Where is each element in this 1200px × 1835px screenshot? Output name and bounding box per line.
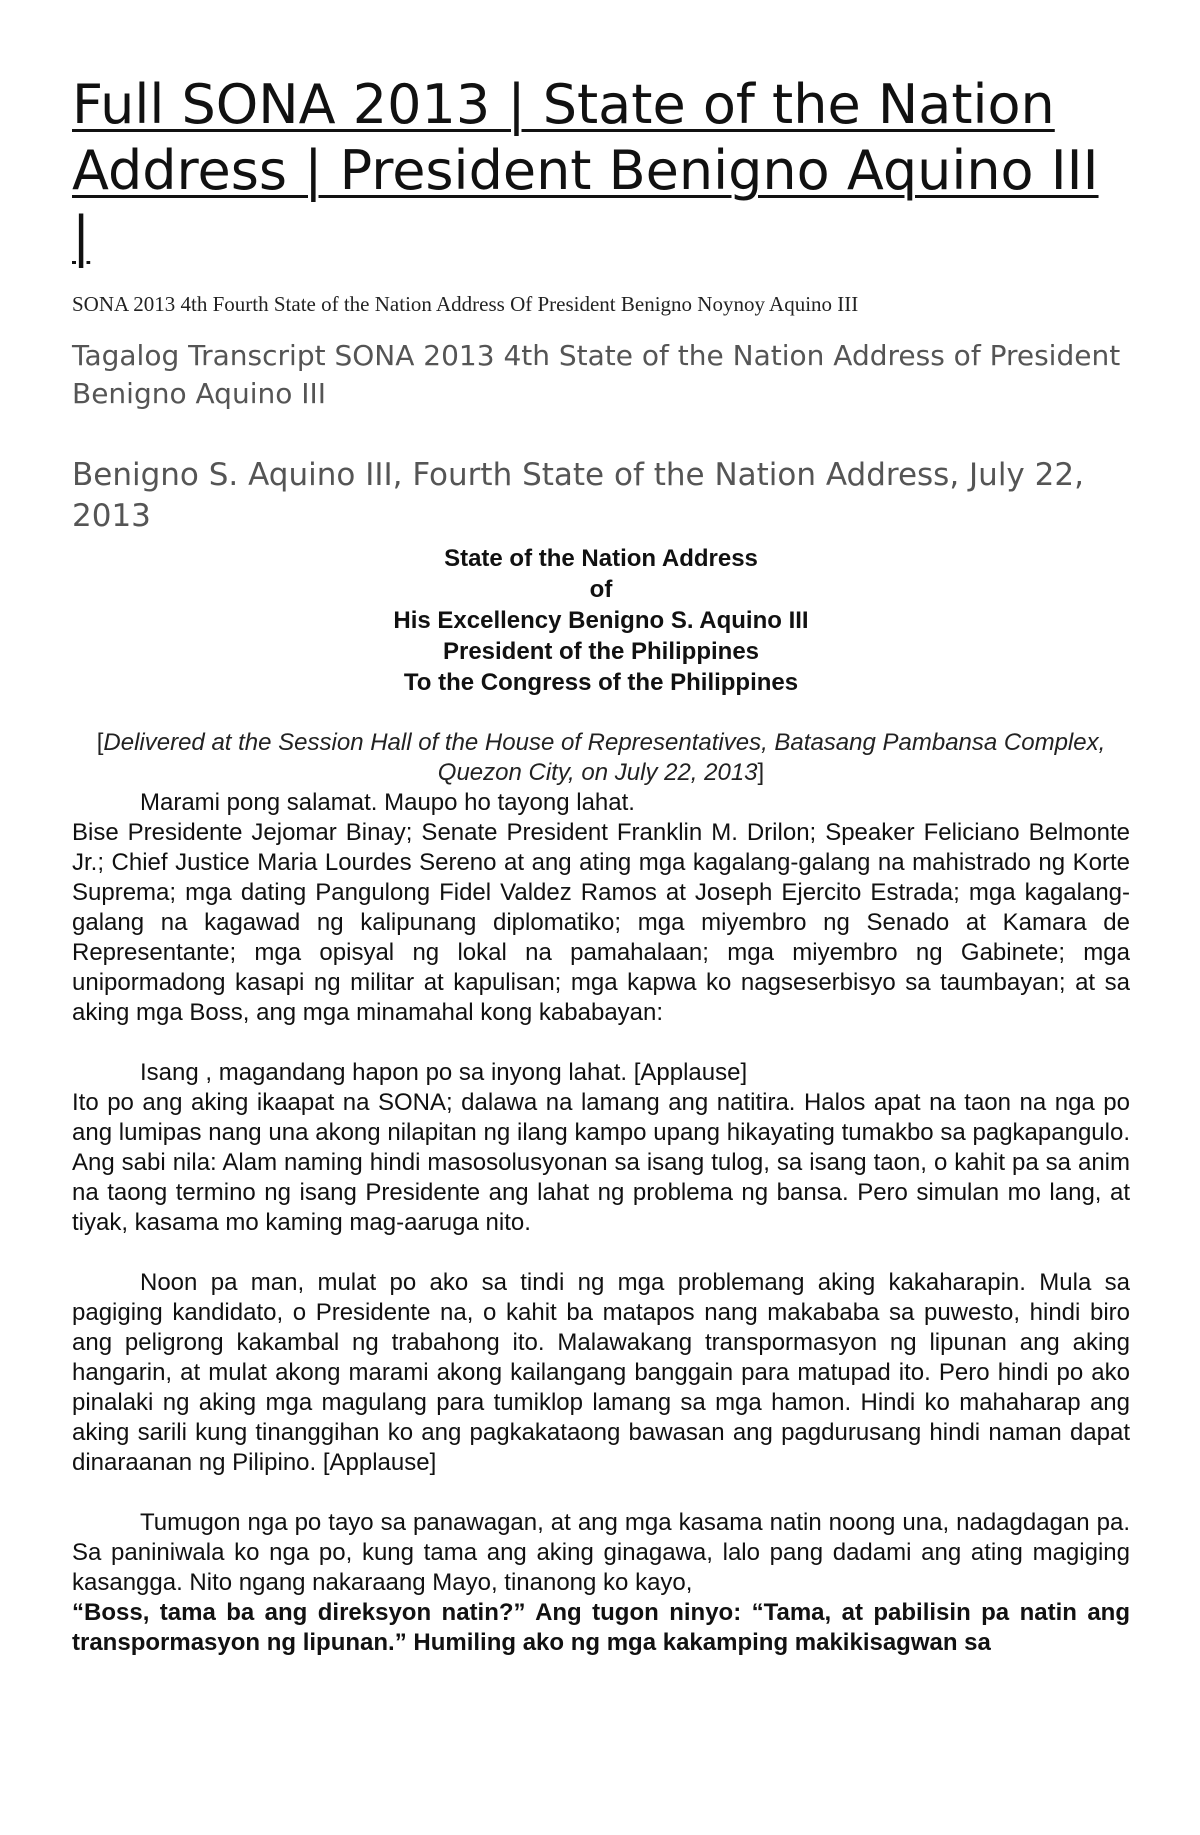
address-line: of <box>589 576 613 603</box>
speech-heading: Benigno S. Aquino III, Fourth State of the Nation Address, July 22, 2013 <box>72 457 1084 534</box>
paragraph-greeting: Marami pong salamat. Maupo ho tayong lahat. <box>140 789 635 816</box>
address-line: To the Congress of the Philippines <box>403 669 799 696</box>
paragraph-challenges: Noon pa man, mulat po ako sa tindi ng mga problemang aking kakaharapin. Mula sa pagiging kandidato, o Presidente na, o kahit ba matapos nang makababa sa puwesto, hindi biro ang peligrong kakambal ng trabahong ito. Malawakang transpormasyon ng lipunan ang aking hangarin, at mulat akong marami akong kailangang banggain para matupad ito. Pero hindi po ako pinalaki ng aking mga magulang para tumiklop lamang sa mga hamon. Hindi ko mahaharap ang aking sarili kung tinanggihan ko ang pagkakataong bawasan ang pagdurusang hindi naman dapat dinaraanan ng Pilipino. [Applause] <box>72 1269 1130 1476</box>
paragraph-response: Tumugon nga po tayo sa panawagan, at ang mga kasama natin noong una, nadagdagan pa. Sa paniniwala ko nga po, kung tama ang aking ginagawa, lalo pang dadami ang ating magiging kasangga. Nito ngang nakaraang Mayo, tinanong ko kayo, <box>72 1509 1130 1596</box>
document-page <box>72 72 1130 1658</box>
address-line: President of the Philippines <box>442 638 760 665</box>
delivery-note <box>72 728 1130 788</box>
delivery-text: Delivered at the Session Hall of the House of Representatives, Batasang Pambansa Complex, Quezon City, on July 22, 2013 <box>103 729 1106 786</box>
page-title: Full SONA 2013 | State of the Nation Address | President Benigno Aquino III | <box>72 73 1099 268</box>
subtitle-line: SONA 2013 4th Fourth State of the Nation Address Of President Benigno Noynoy Aquino III <box>72 292 859 316</box>
address-header <box>72 543 1130 698</box>
transcript-heading: Tagalog Transcript SONA 2013 4th State of the Nation Address of President Benigno Aquino III <box>72 339 1121 410</box>
bracket-close: ] <box>757 759 765 786</box>
address-line: His Excellency Benigno S. Aquino III <box>393 607 809 634</box>
paragraph-salutation: Bise Presidente Jejomar Binay; Senate President Franklin M. Drilon; Speaker Feliciano Belmonte Jr.; Chief Justice Maria Lourdes Sereno at ang ating mga kagalang-galang na mahistrado ng Korte Suprema; mga dating Pangulong Fidel Valdez Ramos at Joseph Ejercito Estrada; mga kagalang-galang na kagawad ng kalipunang diplomatiko; mga miyembro ng Senado at Kamara de Representante; mga opisyal ng lokal na pamahalaan; mga miyembro ng Gabinete; mga unipormadong kasapi ng militar at kapulisan; mga kapwa ko nagseserbisyo sa taumbayan; at sa aking mga Boss, ang mga minamahal kong kababayan: <box>72 819 1130 1026</box>
paragraph-fourth-sona: Ito po ang aking ikaapat na SONA; dalawa na lamang ang natitira. Halos apat na taon na nga po ang lumipas nang una akong nilapitan ng ilang kampo upang hikayating tumakbo sa pagkapangulo. Ang sabi nila: Alam naming hindi masosolusyonan sa isang tulog, sa isang taon, o kahit pa sa anim na taong termino ng isang Presidente ang lahat ng problema ng bansa. Pero simulan mo lang, at tiyak, kasama mo kaming mag-aaruga nito. <box>72 1089 1130 1236</box>
paragraph-boss-question: “Boss, tama ba ang direksyon natin?” Ang tugon ninyo: “Tama, at pabilisin pa natin ang transpormasyon ng lipunan.” Humiling ako ng mga kakamping makikisagwan sa <box>72 1599 1130 1656</box>
paragraph-opening: Isang , magandang hapon po sa inyong lahat. [Applause] <box>140 1059 748 1086</box>
address-line: State of the Nation Address <box>444 545 758 572</box>
bracket-open: [ <box>96 729 104 756</box>
